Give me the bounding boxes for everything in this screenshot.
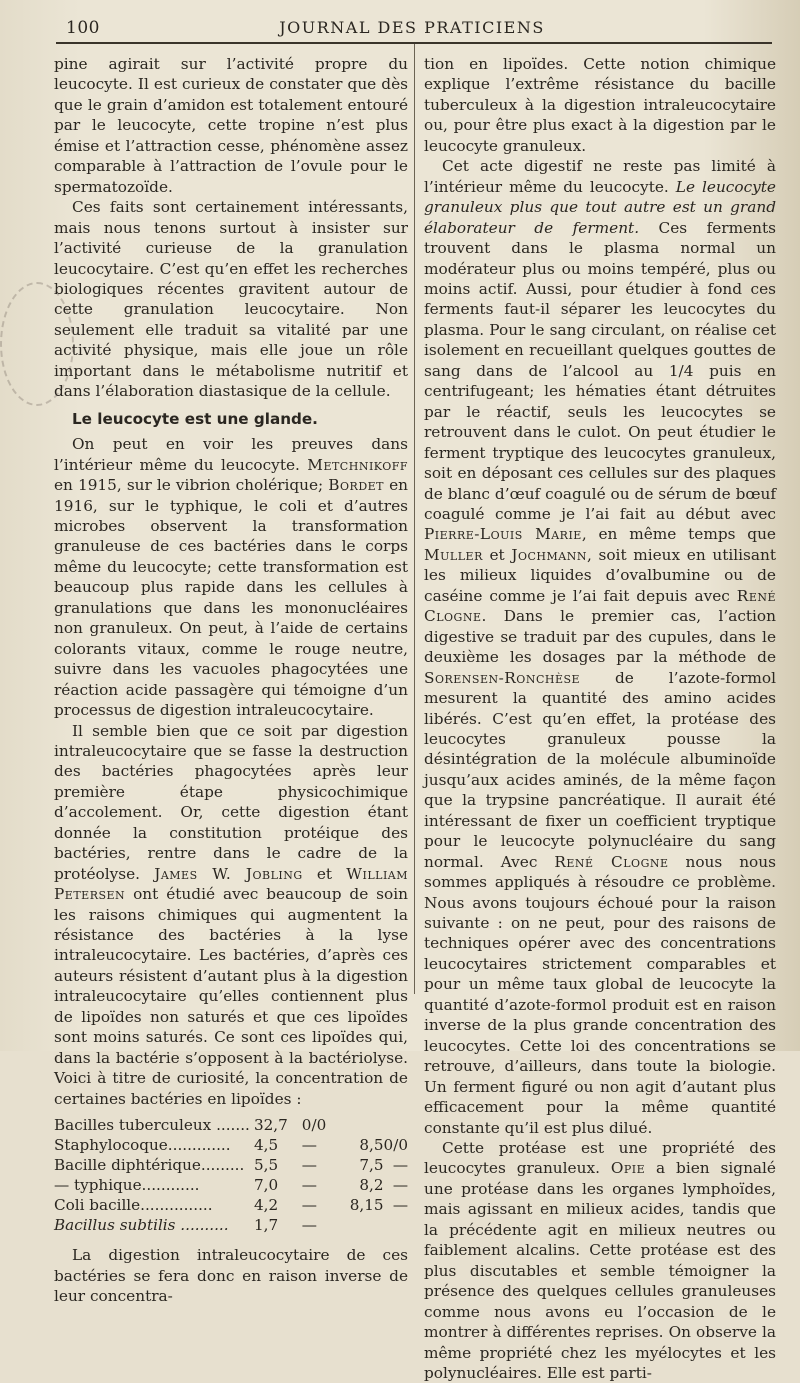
table-row: [54, 1155, 408, 1175]
bacteria-name: Coli bacille...............: [54, 1196, 213, 1215]
paragraph: Ces faits sont certainement intéressants, mais nous tenons surtout à insister sur l’activité curieuse de la granulation leucocytaire. C’est qu’en effet les recherches biologiques récentes gravitent autour de cette granulation leucocytaire. Non seulement elle traduit sa vitalité par une activité physique, mais elle joue un rôle important dans le métabolisme nutritif et dans l’élaboration diastasique de la cellule.: [54, 198, 408, 401]
author-name: Muller: [424, 545, 483, 564]
lipoid-value: 32,7: [253, 1116, 288, 1135]
lipoid-value-alt: 7,5: [359, 1156, 384, 1175]
bacteria-name: Bacilles tuberculeux .......: [54, 1116, 250, 1135]
table-row: [54, 1195, 408, 1215]
author-name: Jochmann: [511, 545, 587, 564]
author-name: Pierre-Louis Marie: [424, 525, 582, 544]
paragraph: pine agirait sur l’activité propre du leucocyte. Il est curieux de constater que dès que le grain d’amidon est totalement entouré par le leucocyte, cette tropine n’est plus émise et l’attraction cesse, phénomène assez comparable à l’attraction de l’ovule pour le spermatozoïde.: [54, 55, 408, 196]
lipoid-value: 7,0: [253, 1176, 279, 1195]
journal-title: JOURNAL DES PRATICIENS: [279, 18, 545, 37]
text-run: et: [482, 545, 512, 564]
paragraph: La digestion intraleucocytaire de ces bactéries se fera donc en raison inverse de leur concentra-: [54, 1246, 408, 1306]
paragraph: [54, 434, 408, 720]
text-run: Ces ferments trouvent dans le plasma normal un modérateur plus ou moins tempéré, plus ou moins actif. Aussi, pour étudier à fond ces ferments faut-il séparer les leucocytes du plasma. Pour le sang circulant, on réalise cet isolement en recueillant quelques gouttes de sang dans de l’alcool au 1/4 puis en centrifugeant; les hématies étant détruites par le réactif, seuls les leucocytes se retrouvent dans le culot. On peut étudier le ferment tryptique des leucocytes granuleux, soit en déposant ces cellules sur des plaques de blanc d’œuf coagulé ou de sérum de bœuf coagulé comme je l’ai fait au début avec: [424, 218, 776, 523]
lipoid-value: 1,7: [253, 1216, 279, 1235]
text-run: Il semble bien que ce soit par digestion intraleucocytaire que se fasse la destruction des bactéries phagocytées après leur première étape physicochimique d’accolement. Or, cette digestion étant donnée la constitution protéique des bactéries, rentre dans le cadre de la protéolyse.: [54, 721, 408, 883]
author-name: William Petersen: [54, 864, 408, 904]
author-name: Opie: [610, 1159, 646, 1178]
table-row: [54, 1175, 408, 1195]
section-heading: Le leucocyte est une glande.: [72, 409, 318, 428]
unit-mark: —: [301, 1216, 317, 1235]
text-run: et: [302, 864, 347, 883]
paragraph: [424, 1138, 776, 1383]
lipoid-value: 4,5: [253, 1136, 279, 1155]
table-row: [54, 1115, 408, 1135]
table-row: [54, 1215, 408, 1235]
text-run: , en même temps que: [581, 525, 776, 544]
text-run: de l’azote-formol mesurent la quantité des amino acides libérés. C’est qu’en effet, la protéase des leucocytes granuleux pousse la désintégration de la molécule albuminoïde jusqu’aux acides aminés, de la même façon que la trypsine pancréatique. Il aurait été intéressant de fixer un coefficient tryptique pour le leucocyte polynucléaire du sang normal. Avec: [424, 668, 776, 871]
column-divider: [414, 44, 415, 994]
text-run: a bien signalé une protéase dans les organes lymphoïdes, mais agissant en milieux acides, tandis que la précédente agit en milieux neutres ou faiblement alcalins. Cette protéase est des plus discutables et semble témoigner la présence des quelques cellules granuleuses comme nous avons eu l’occasion de le montrer à différentes reprises. On observe la même propriété chez les myélocytes et les polynucléaires. Elle est parti-: [424, 1159, 776, 1382]
author-name: René Clogne: [554, 852, 669, 871]
lipoid-value-alt: [342, 1115, 384, 1135]
unit-mark-alt: 0/0: [383, 1136, 408, 1155]
unit-mark: —: [301, 1196, 317, 1215]
lipoid-value-alt: 8,5: [359, 1136, 384, 1155]
author-name: Bordet: [328, 476, 385, 495]
bacteria-name: Bacillus subtilis ..........: [54, 1216, 229, 1235]
unit-mark: —: [301, 1156, 317, 1175]
author-name: Metchnikoff: [307, 455, 408, 474]
unit-mark: 0/0: [301, 1116, 327, 1135]
unit-mark: —: [301, 1136, 317, 1155]
unit-mark-alt: —: [392, 1156, 408, 1175]
page-number: 100: [66, 18, 100, 38]
author-name: René Clogne: [424, 586, 776, 626]
lipoid-value: 5,5: [253, 1156, 279, 1175]
bacteria-name: Bacille diphtérique.........: [54, 1156, 245, 1175]
text-run: On peut en voir les preuves dans l’intérieur même du leucocyte.: [54, 435, 408, 474]
table-row: [54, 1135, 408, 1155]
bacteria-name: — typhique............: [54, 1176, 200, 1195]
text-run: Cet acte digestif ne reste pas limité à l’intérieur même du leucocyte.: [424, 157, 776, 196]
italic-statement: Le leucocyte granuleux plus que tout autre est un grand élaborateur de ferment.: [424, 177, 776, 237]
lipoid-value-alt: 8,15: [349, 1196, 384, 1215]
text-run: , soit mieux en utilisant les milieux liquides d’ovalbumine ou de caséine comme je l’ai fait depuis avec: [424, 545, 776, 605]
bacteria-name: Staphylocoque.............: [54, 1136, 231, 1155]
text-run: . Dans le premier cas, l’action digestive se traduit par des cupules, dans le deuxième les dosages par la méthode de: [424, 607, 776, 667]
text-run: ont étudié avec beaucoup de soin les raisons chimiques qui augmentent la résistance des bactéries à la lyse intraleucocytaire. Les bactéries, d’après ces auteurs résistent d’autant plus à la digestion intraleucocytaire qu’elles contiennent plus de lipoïdes non saturés et que ces lipoïdes sont moins saturés. Ce sont ces lipoïdes qui, dans la bactérie s’opposent à la bactériolyse. Voici à titre de curiosité, la concentration de certaines bactéries en lipoïdes :: [54, 885, 408, 1108]
left-column: [54, 54, 408, 1306]
unit-mark-alt: —: [392, 1196, 408, 1215]
text-run: nous nous sommes appliqués à résoudre ce problème. Nous avons toujours échoué pour la raison suivante : on ne peut, pour des raisons de techniques opérer avec des concentrations leucocytaires strictement comparables et pour un même taux global de leucocyte la quantité d’azote-formol produit est en raison inverse de la plus grande concentration des leucocytes. Cette loi des concentrations se retrouve, d’ailleurs, dans toute la biologie. Un ferment figuré ou non agit d’autant plus efficacement pour la même quantité constante qu’il est plus dilué.: [424, 852, 776, 1137]
lipoid-value-alt: [342, 1215, 384, 1235]
unit-mark-alt: [384, 1215, 408, 1235]
lipoid-table: [54, 1115, 408, 1235]
author-name: James W. Jobling: [154, 864, 303, 883]
text-run: en 1915, sur le vibrion cholérique;: [54, 476, 329, 495]
right-column: [424, 54, 776, 1383]
unit-mark-alt: [384, 1115, 408, 1135]
lipoid-value: 4,2: [253, 1196, 279, 1215]
paragraph: [424, 156, 776, 1138]
paragraph: tion en lipoïdes. Cette notion chimique explique l’extrême résistance du bacille tuberculeux à la digestion intraleucocytaire ou, pour être plus exact à la digestion par le leucocyte granuleux.: [424, 55, 776, 155]
text-run: Cette protéase est une propriété des leucocytes granuleux.: [424, 1139, 776, 1178]
page-header: [56, 14, 768, 42]
lipoid-value-alt: 8,2: [359, 1176, 384, 1195]
unit-mark: —: [301, 1176, 317, 1195]
author-name: Sorensen-Ronchèse: [424, 668, 581, 687]
text-run: en 1916, sur le typhique, le coli et d’autres microbes observent la transformation granuleuse de ces bactéries dans le corps même du leucocyte; cette transformation est beaucoup plus rapide dans les cellules à granulations que dans les mononucléaires non granuleux. On peut, à l’aide de certains colorants vitaux, comme le rouge neutre, suivre dans les vacuoles phagocytées une réaction acide passagère qui témoigne d’un processus de digestion intraleucocytaire.: [54, 476, 408, 720]
unit-mark-alt: —: [392, 1176, 408, 1195]
